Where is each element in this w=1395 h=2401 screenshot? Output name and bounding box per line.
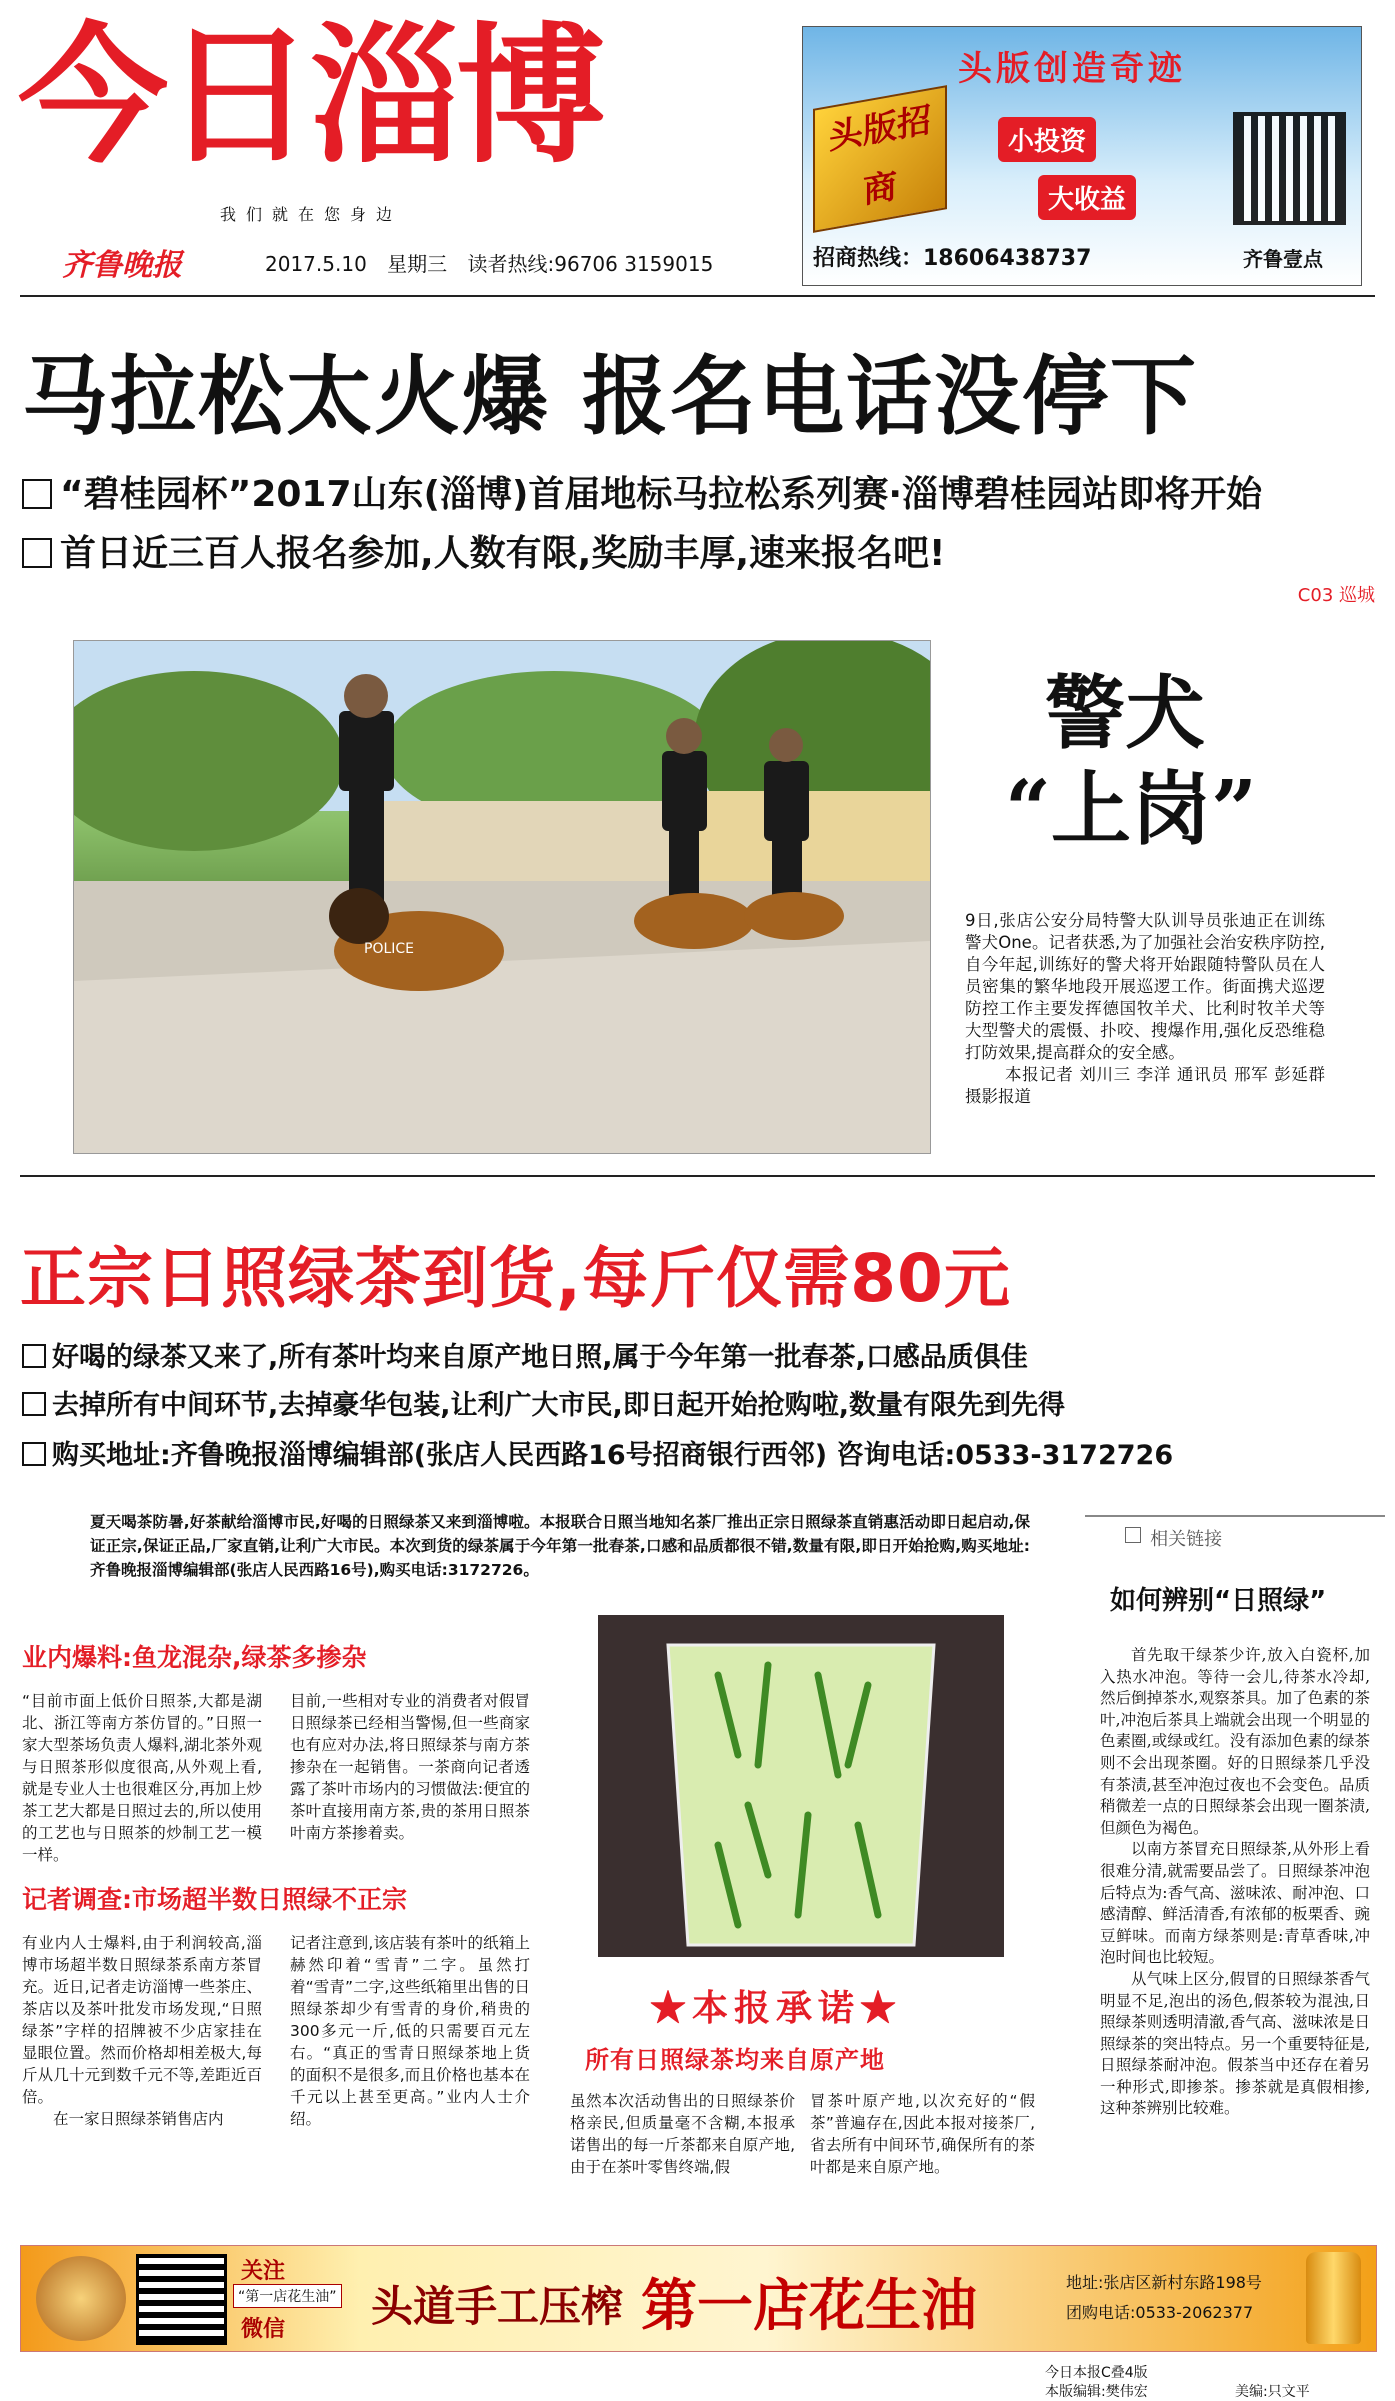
ad-line1: 小投资 xyxy=(998,117,1096,162)
tea-subhead-2: 去掉所有中间环节,去掉豪华包装,让利广大市民,即日起开始抢购啦,数量有限先到先得 xyxy=(22,1383,1065,1422)
peanut-logo-icon xyxy=(36,2256,126,2341)
top-advertisement[interactable] xyxy=(802,26,1362,286)
ad-account: “第一店花生油” xyxy=(233,2284,342,2308)
bottom-advertisement[interactable] xyxy=(20,2245,1377,2352)
ad-line2: 大收益 xyxy=(1038,175,1136,220)
lead-subhead-1: “碧桂园杯”2017山东(淄博)首届地标马拉松系列赛·淄博碧桂园站即将开始 xyxy=(22,466,1262,517)
oil-bottle-icon xyxy=(1306,2252,1361,2344)
footer-designer: 美编:只文平 xyxy=(1235,2384,1310,2400)
masthead-title: 今日淄博 xyxy=(18,10,603,184)
tea-subhead-3: 购买地址:齐鲁晚报淄博编辑部(张店人民西路16号招商银行西邻) 咨询电话:0533-3172726 xyxy=(22,1433,1173,1472)
section2-col2: 记者注意到,该店装有茶叶的纸箱上赫然印着“雪青”二字。虽然打着“雪青”二字,这些纸箱里出售的日照绿茶却少有雪青的身价,稍贵的300多元一斤,低的只需要百元左右。“真正的雪青日照绿茶地上货的面积不是很多,而且价格也基本在千元以上甚至更高。”业内人士介绍。 xyxy=(290,1934,530,2128)
sidebar-title: 如何辨别“日照绿” xyxy=(1110,1586,1327,1616)
section2-col1-tail: 在一家日照绿茶销售店内 xyxy=(53,2110,224,2128)
section2-title: 记者调查:市场超半数日照绿不正宗 xyxy=(22,1885,407,1914)
lead-headline: 马拉松太火爆 报名电话没停下 xyxy=(22,347,1198,447)
section1-title: 业内爆料:鱼龙混杂,绿茶多掺杂 xyxy=(22,1643,367,1672)
tea-glass-illustration xyxy=(598,1615,1004,1957)
ad-follow: 关注 xyxy=(241,2259,286,2284)
link-icon xyxy=(1125,1527,1141,1543)
police-article xyxy=(965,910,1325,1108)
promise-col2: 冒茶叶原产地,以次充好的“假茶”普遍存在,因此本报对接茶厂,省去所有中间环节,确保所有的茶叶都是来自原产地。 xyxy=(810,2092,1035,2176)
tea-headline: 正宗日照绿茶到货,每斤仅需80元 xyxy=(20,1240,1011,1317)
ad-address: 地址:张店区新村东路198号 xyxy=(1066,2273,1262,2292)
photo-illustration xyxy=(74,641,930,1153)
police-credit: 本报记者 刘川三 李洋 通讯员 邢军 彭延群 摄影报道 xyxy=(965,1065,1325,1106)
divider xyxy=(20,295,1375,297)
promise-col1: 虽然本次活动售出的日照绿茶价格亲民,但质量毫不含糊,本报承诺售出的每一斤茶都来自原产地,由于在茶叶零售终端,假 xyxy=(570,2092,795,2176)
dateline xyxy=(265,248,727,277)
police-title-line2: “上岗” xyxy=(1005,762,1258,856)
divider xyxy=(20,1175,1375,1177)
footer-pages: 今日本报C叠4版 xyxy=(1045,2365,1148,2381)
police-title-line1: 警犬 xyxy=(1045,666,1205,760)
footer-editor: 本版编辑:樊伟宏 xyxy=(1045,2384,1148,2400)
ad-logo: 齐鲁壹点 xyxy=(1243,247,1323,271)
green-tea-photo xyxy=(598,1615,1004,1957)
qr-code-icon xyxy=(136,2254,227,2345)
ad-phone: 团购电话:0533-2062377 xyxy=(1066,2303,1254,2322)
police-dog-photo xyxy=(73,640,931,1154)
sidebar-paragraph: 以南方茶冒充日照绿茶,从外形上看很难分清,就需要品尝了。日照绿茶冲泡后特点为:香气高、滋味浓、耐冲泡、口感清醇、鲜活清香,有浓郁的板栗香、豌豆鲜味。而南方绿茶则是:青草香味,冲泡时间也比较短。 xyxy=(1100,1840,1370,1967)
date: 2017.5.10 xyxy=(265,252,367,276)
tea-intro: 夏天喝茶防暑,好茶献给淄博市民,好喝的日照绿茶又来到淄博啦。本报联合日照当地知名茶厂推出正宗日照绿茶直销惠活动即日起启动,保证正宗,保证正品,厂家直销,让利广大市民。本次到货的绿茶属于今年第一批春茶,口感和品质都很不错,数量有限,即日开始抢购,购买地址:齐鲁晚报淄博编辑部(张店人民西路16号),购买电话:3172726。 xyxy=(90,1513,1030,1579)
reader-hotline: 读者热线:96706 3159015 xyxy=(467,252,714,276)
masthead-slogan: 我们就在您身边 xyxy=(220,205,403,224)
sidebar-article xyxy=(1100,1645,1370,2120)
brand-logo: 齐鲁晚报 xyxy=(62,248,182,283)
promise-title: ★本报承诺★ xyxy=(650,1987,903,2029)
sidebar-paragraph: 首先取干绿茶少许,放入白瓷杯,加入热水冲泡。等待一会儿,待茶水冷却,然后倒掉茶水,观察茶具。加了色素的茶叶,冲泡后茶具上端就会出现一个明显的色素圈,或绿或红。没有添加色素的绿茶则不会出现茶圈。好的日照绿茶几乎没有茶渍,甚至冲泡过夜也不会变色。品质稍微差一点的日照绿茶会出现一圈茶渍,但颜色为褐色。 xyxy=(1100,1646,1370,1837)
weekday: 星期三 xyxy=(387,252,448,276)
section2-col1 xyxy=(22,1932,262,2130)
section1-col1: “目前市面上低价日照茶,大都是湖北、浙江等南方茶仿冒的。”日照一家大型茶场负责人爆料,湖北茶外观与日照茶形似度很高,从外观上看,就是专业人士也很难区分,再加上炒茶工艺大都是日照过去的,所以使用的工艺也与日照茶的炒制工艺一模一样。 xyxy=(22,1692,262,1864)
tea-subhead-1: 好喝的绿茶又来了,所有茶叶均来自原产地日照,属于今年第一批春茶,口感品质俱佳 xyxy=(22,1335,1028,1374)
ad-phone: 招商热线：18606438737 xyxy=(813,246,1092,271)
section1-col2: 目前,一些相对专业的消费者对假冒日照绿茶已经相当警惕,但一些商家也有应对办法,将日照绿茶与南方茶掺杂在一起销售。一茶商向记者透露了茶叶市场内的习惯做法:便宜的茶叶直接用南方茶,贵的茶用日照茶叶南方茶掺着卖。 xyxy=(290,1692,530,1842)
promise-subtitle: 所有日照绿茶均来自原产地 xyxy=(585,2045,885,2074)
sidebar-paragraph: 从气味上区分,假冒的日照绿茶香气明显不足,泡出的汤色,假茶较为混浊,日照绿茶则透明清澈,香气高、滋味浓是日照绿茶的突出特点。另一个重要特征是,日照绿茶耐冲泡。假茶当中还存在着另一种形式,即掺茶。掺茶就是真假相掺,这种茶辨别比较难。 xyxy=(1100,1969,1370,2118)
lead-subhead-2: 首日近三百人报名参加,人数有限,奖励丰厚,速来报名吧! xyxy=(22,525,945,576)
ad-brand: 第一店花生油 xyxy=(641,2273,977,2339)
page-reference[interactable]: C03 巡城 xyxy=(1297,585,1375,606)
related-links-label: 相关链接 xyxy=(1150,1529,1223,1550)
ad-headline: 头版创造奇迹 xyxy=(958,49,1186,89)
section2-col1-text: 有业内人士爆料,由于利润较高,淄博市场超半数日照绿茶系南方茶冒充。近日,记者走访淄博一些茶庄、茶店以及茶叶批发市场发现,“日照绿茶”字样的招牌被不少店家挂在显眼位置。然而价格却相差极大,每斤从几十元到数千元不等,差距近百倍。 xyxy=(22,1934,262,2106)
dog-vest-label: POLICE xyxy=(364,941,415,957)
qr-code-icon xyxy=(1233,112,1346,225)
ad-wechat: 微信 xyxy=(241,2317,286,2342)
police-article-text: 9日,张店公安分局特警大队训导员张迪正在训练警犬One。记者获悉,为了加强社会治安秩序防控,自今年起,训练好的警犬将开始跟随特警队员在人员密集的繁华地段开展巡逻工作。街面携犬巡逻防控工作主要发挥德国牧羊犬、比利时牧羊犬等大型警犬的震慑、扑咬、搜爆作用,强化反恐维稳打防效果,提高群众的安全感。 xyxy=(965,911,1325,1062)
related-links-box xyxy=(1085,1515,1385,1553)
ad-badge: 头版招商 xyxy=(813,85,947,233)
police-title xyxy=(1005,665,1257,857)
ad-slogan: 头道手工压榨 xyxy=(371,2282,624,2331)
